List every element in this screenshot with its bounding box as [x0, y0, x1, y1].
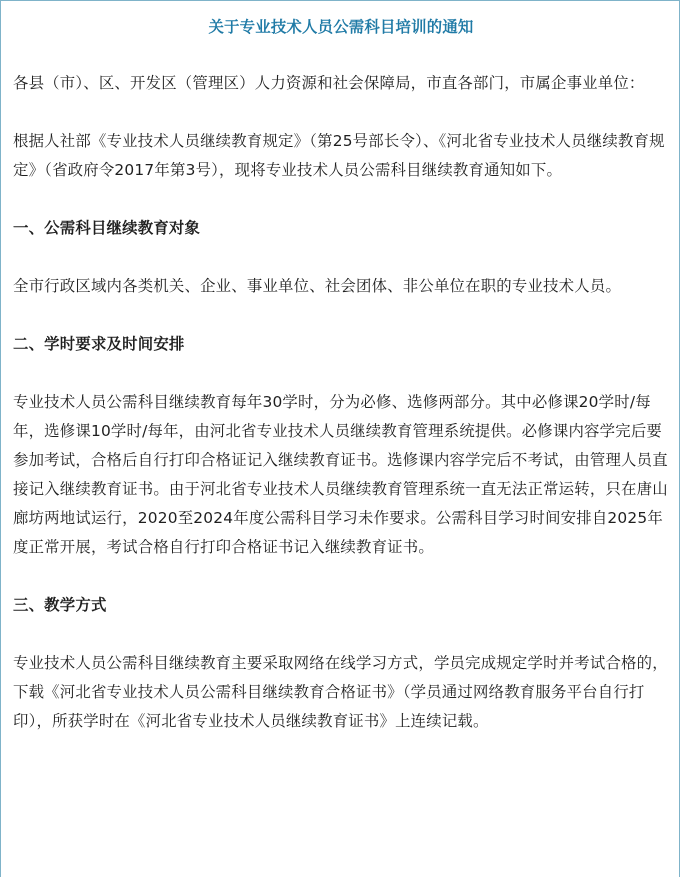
section-heading-targets: 一、公需科目继续教育对象: [13, 219, 201, 237]
section-heading-hours: 二、学时要求及时间安排: [13, 335, 185, 353]
spacer: [13, 98, 669, 127]
notice-title: 关于专业技术人员公需科目培训的通知: [208, 18, 474, 36]
salutation-paragraph: 各县（市）、区、开发区（管理区）人力资源和社会保障局，市直各部门，市属企事业单位：: [13, 74, 645, 92]
spacer: [13, 620, 669, 649]
spacer: [13, 359, 669, 388]
intro-paragraph: 根据人社部《专业技术人员继续教育规定》（第25号部长令）、《河北省专业技术人员继续教育规定》（省政府令2017年第3号），现将专业技术人员公需科目继续教育通知如下。: [13, 132, 665, 179]
spacer: [13, 42, 669, 69]
spacer: [13, 562, 669, 591]
section-heading-teaching: 三、教学方式: [13, 596, 107, 614]
section-body-hours: 专业技术人员公需科目继续教育每年30学时，分为必修、选修两部分。其中必修课20学时/每年，选修课10学时/每年，由河北省专业技术人员继续教育管理系统提供。必修课内容学完后要参加考试，合格后自行打印合格证记入继续教育证书。选修课内容学完后不考试，由管理人员直接记入继续教育证书。由于河北省专业技术人员继续教育管理系统一直无法正常运转，只在唐山廊坊两地试运行，2020至2024年度公需科目学习未作要求。公需科目学习时间安排自2025年度正常开展，考试合格自行打印合格证书记入继续教育证书。: [13, 393, 668, 556]
spacer: [13, 185, 669, 214]
spacer: [13, 243, 669, 272]
section-body-teaching: 专业技术人员公需科目继续教育主要采取网络在线学习方式，学员完成规定学时并考试合格的，下载《河北省专业技术人员公需科目继续教育合格证书》（学员通过网络教育服务平台自行打印），所获学时在《河北省专业技术人员继续教育证书》上连续记载。: [13, 654, 668, 730]
spacer: [13, 301, 669, 330]
notice-content: [13, 0, 669, 736]
section-body-targets: 全市行政区域内各类机关、企业、事业单位、社会团体、非公单位在职的专业技术人员。: [13, 277, 622, 295]
